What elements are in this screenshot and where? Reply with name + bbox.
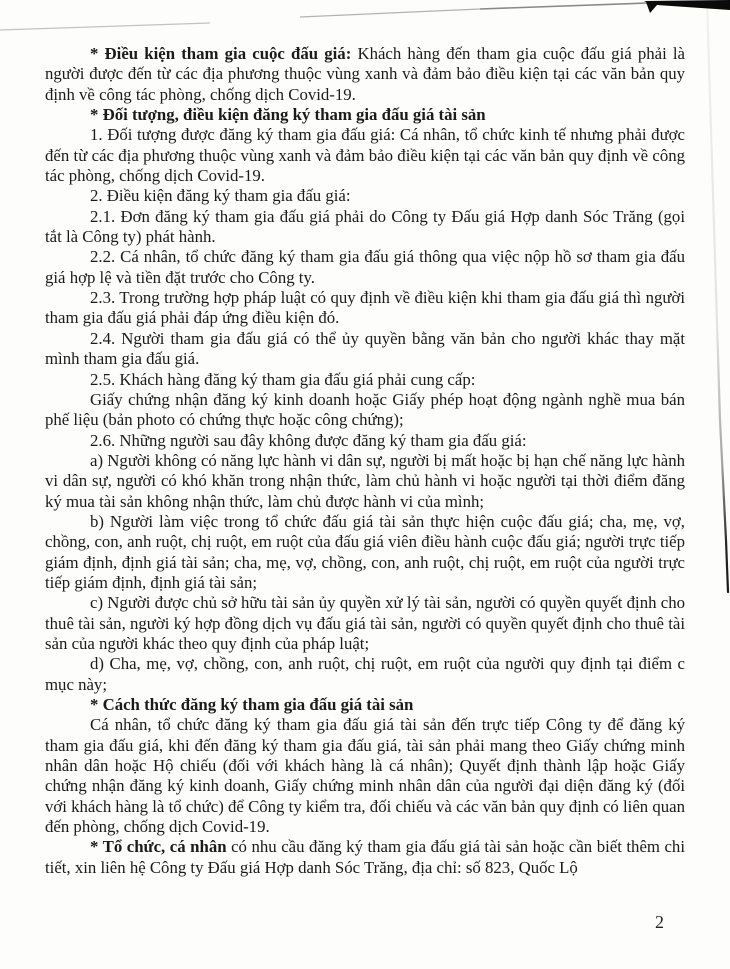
paragraph-text: Khách hàng đến tham gia cuộc đấu giá phải là người được đến từ các địa phương thuộc vùng xanh và đảm bảo điều kiện tại các văn bản quy định về công tác phòng, chống dịch Covid-19. xyxy=(45,44,685,104)
scan-artifact-page-edge xyxy=(707,0,728,592)
paragraph xyxy=(45,837,685,878)
paragraph-text: d) Cha, mẹ, vợ, chồng, con, anh ruột, chị ruột, em ruột của người quy định tại điểm c mục này; xyxy=(45,654,685,694)
paragraph xyxy=(45,512,685,593)
paragraph-text: có nhu cầu đăng ký tham gia đấu giá tài sản hoặc cần biết thêm chi tiết, xin liên hệ Công ty Đấu giá Hợp danh Sóc Trăng, địa chỉ: số 823, Quốc Lộ xyxy=(45,837,685,877)
paragraph xyxy=(45,593,685,654)
scan-artifact-top-streak-mid xyxy=(300,9,480,17)
paragraph xyxy=(45,247,685,288)
scan-artifact-top-streak-left xyxy=(0,23,210,30)
paragraph-lead-bold: * Cách thức đăng ký tham gia đấu giá tài sản xyxy=(90,695,414,714)
paragraph-text: Cá nhân, tổ chức đăng ký tham gia đấu giá tài sản đến trực tiếp Công ty để đăng ký tham gia đấu giá, khi đến đăng ký tham gia đấu giá, tài sản phải mang theo Giấy chứng minh nhân dân hoặc Hộ chiếu (đối với khách hàng là cá nhân); Quyết định thành lập hoặc Giấy chứng nhận đăng ký kinh doanh, Giấy chứng minh nhân dân của người đại diện đăng ký (đối với khách hàng là tổ chức) để Công ty kiểm tra, đối chiếu và các văn bản quy định có liên quan đến phòng, chống dịch Covid-19. xyxy=(45,715,685,837)
paragraph xyxy=(45,390,685,431)
paragraph-lead-bold: * Điều kiện tham gia cuộc đấu giá: xyxy=(90,44,352,63)
section-heading xyxy=(45,105,685,125)
paragraph xyxy=(45,288,685,329)
paragraph-text: b) Người làm việc trong tổ chức đấu giá tài sản thực hiện cuộc đấu giá; cha, mẹ, vợ, chồng, con, anh ruột, chị ruột, em ruột của đấu giá viên điều hành cuộc đấu giá; người trực tiếp giám định, định giá tài sản; cha, mẹ, vợ, chồng, con, anh ruột, chị ruột, em ruột của người trực tiếp giám định, định giá tài sản; xyxy=(45,511,685,592)
paragraph-text: 1. Đối tượng được đăng ký tham gia đấu giá: Cá nhân, tổ chức kinh tế nhưng phải được đến từ các địa phương thuộc vùng xanh và đảm bảo điều kiện tại các văn bản quy định về công tác phòng, chống dịch Covid-19. xyxy=(45,125,685,186)
paragraph-text: a) Người không có năng lực hành vi dân sự, người bị mất hoặc bị hạn chế năng lực hành vi dân sự, người có khó khăn trong nhận thức, làm chủ hành vi hoặc người tại thời điểm đăng ký mua tài sản không nhận thức, làm chủ được hành vi của mình; xyxy=(45,450,685,511)
paragraph xyxy=(45,329,685,370)
paragraph xyxy=(45,207,685,248)
paragraph-text: 2. Điều kiện đăng ký tham gia đấu giá: xyxy=(90,186,351,206)
paragraph-text: 2.2. Cá nhân, tổ chức đăng ký tham gia đấu giá thông qua việc nộp hồ sơ tham gia đấu giá hợp lệ và tiền đặt trước cho Công ty. xyxy=(45,247,685,287)
page-number: 2 xyxy=(655,912,664,932)
paragraph xyxy=(45,451,685,512)
paragraph xyxy=(45,431,685,451)
paragraph xyxy=(45,125,685,186)
paragraph-text: 2.3. Trong trường hợp pháp luật có quy định về điều kiện khi tham gia đấu giá thì người tham gia đấu giá phải đáp ứng điều kiện đó. xyxy=(45,288,685,328)
document-body xyxy=(45,44,685,878)
scan-artifact-corner-mark xyxy=(644,0,730,13)
paragraph xyxy=(45,370,685,390)
paragraph-text: 2.4. Người tham gia đấu giá có thể ủy quyền bằng văn bản cho người khác thay mặt mình tham gia đấu giá. xyxy=(45,328,685,369)
paragraph xyxy=(45,186,685,206)
section-heading xyxy=(45,695,685,715)
paragraph-lead-bold: * Đối tượng, điều kiện đăng ký tham gia đấu giá tài sản xyxy=(90,105,486,125)
paragraph xyxy=(45,715,685,837)
scan-artifact-top-streak-right xyxy=(480,3,647,9)
paragraph xyxy=(45,44,685,105)
paragraph-text: 2.1. Đơn đăng ký tham gia đấu giá phải do Công ty Đấu giá Hợp danh Sóc Trăng (gọi tắt là Công ty) phát hành. xyxy=(45,206,685,247)
paragraph xyxy=(45,654,685,695)
paragraph-text: c) Người được chủ sở hữu tài sản ủy quyền xử lý tài sản, người có quyền quyết định cho thuê tài sản, người ký hợp đồng dịch vụ đấu giá tài sản, người có quyền quyết định cho thuê tài sản của người khác theo quy định của pháp luật; xyxy=(45,593,685,653)
paragraph-text: 2.5. Khách hàng đăng ký tham gia đấu giá phải cung cấp: xyxy=(90,369,476,389)
paragraph-lead-bold: * Tổ chức, cá nhân xyxy=(90,837,227,857)
paragraph-text: Giấy chứng nhận đăng ký kinh doanh hoặc Giấy phép hoạt động ngành nghề mua bán phế liệu (bản photo có chứng thực hoặc công chứng); xyxy=(45,389,685,430)
paragraph-text: 2.6. Những người sau đây không được đăng ký tham gia đấu giá: xyxy=(90,430,527,450)
